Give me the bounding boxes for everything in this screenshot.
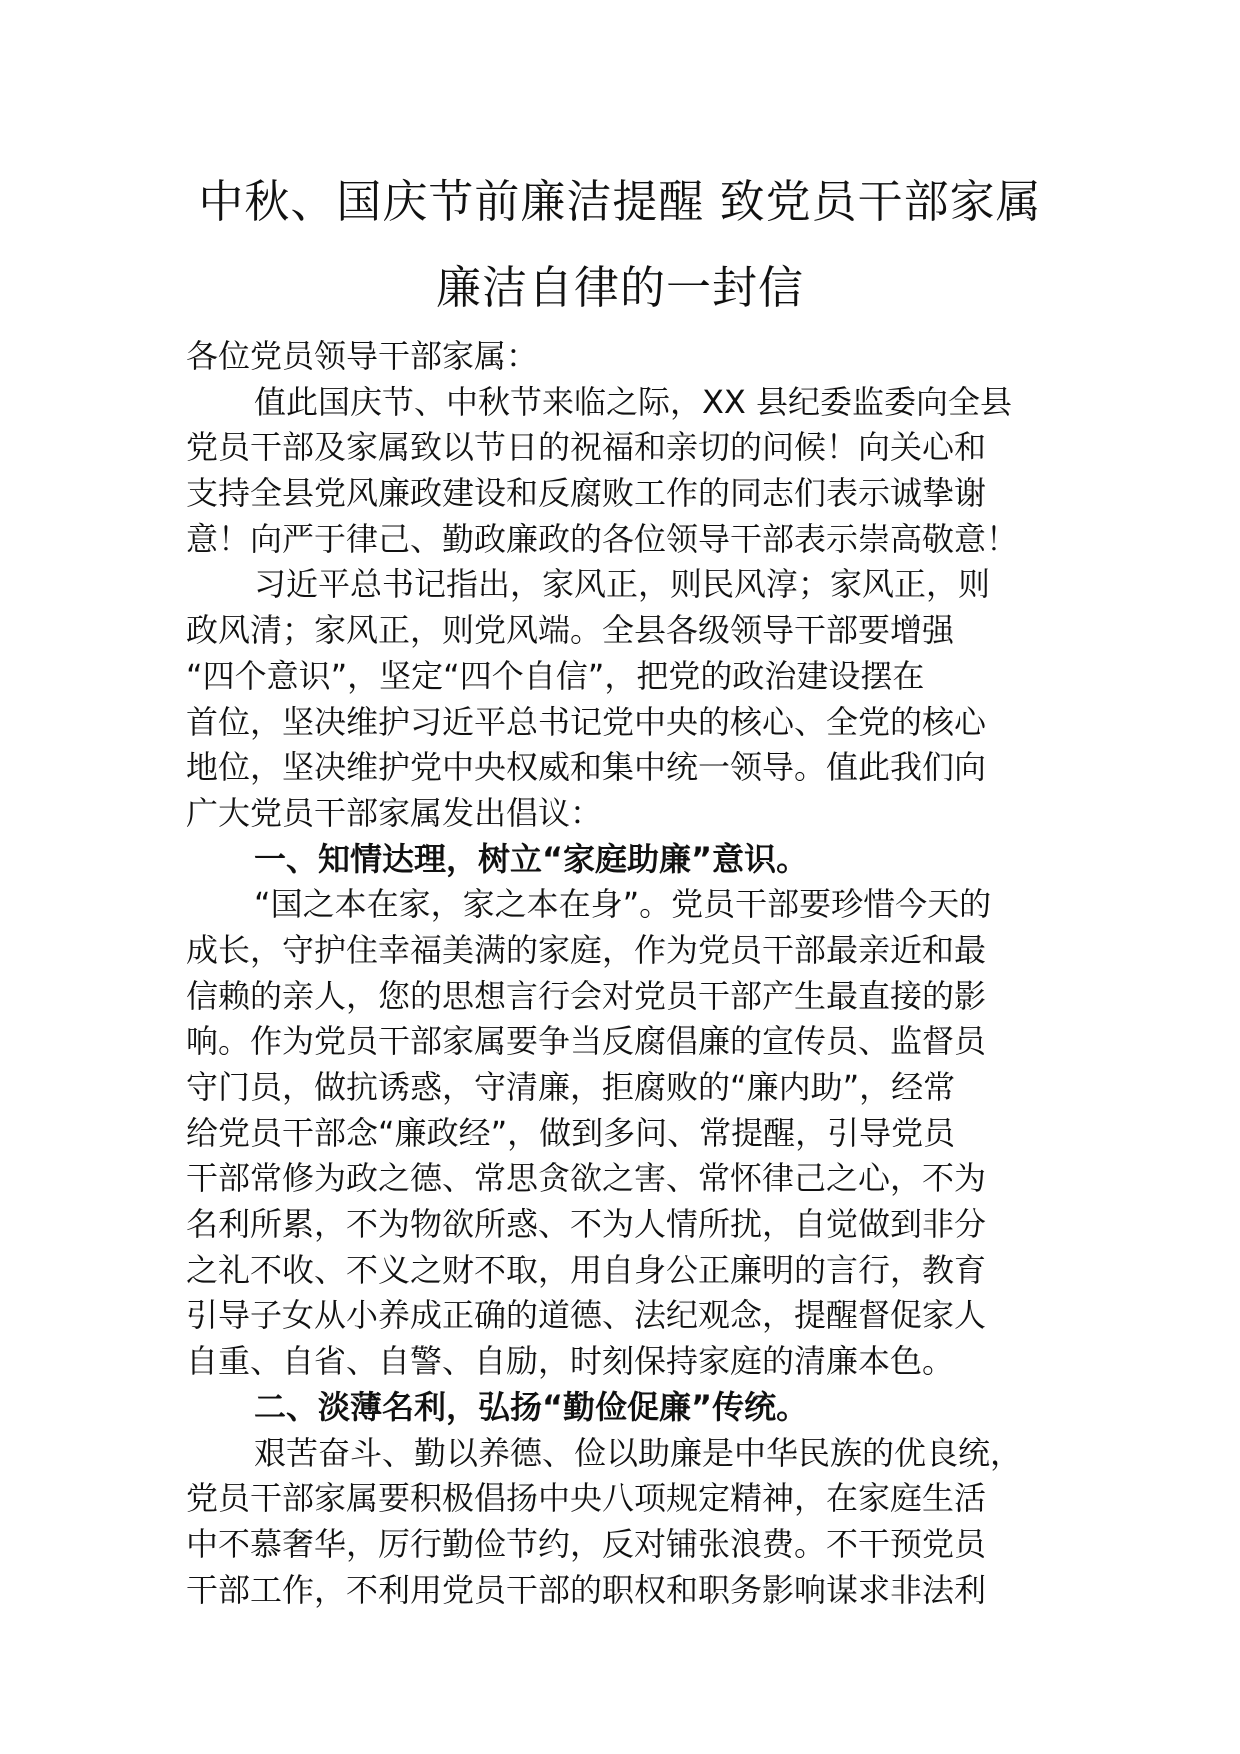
- body-line: 名利所累，不为物欲所惑、不为人情所扰，自觉做到非分: [186, 1205, 987, 1244]
- body-line: 引导子女从小养成正确的道德、法纪观念，提醒督促家人: [186, 1296, 987, 1335]
- body-line: 干部工作，不利用党员干部的职权和职务影响谋求非法利: [186, 1570, 987, 1609]
- body-line: 守门员，做抗诱惑，守清廉，拒腐败的“廉内助”，经常: [186, 1068, 956, 1106]
- body-line: “四个意识”，坚定“四个自信”，把党的政治建设摆在: [186, 656, 925, 695]
- section-heading: 二、淡薄名利，弘扬“勤俭促廉”传统。: [254, 1387, 809, 1426]
- body-line: 地位，坚决维护党中央权威和集中统一领导。值此我们向: [186, 748, 987, 787]
- body-line: 广大党员干部家属发出倡议：: [186, 793, 603, 832]
- body-line: 成长，守护住幸福美满的家庭，作为党员干部最亲近和最: [186, 930, 987, 969]
- body-line: 首位，坚决维护习近平总书记党中央的核心、全党的核心: [186, 702, 987, 741]
- body-line: 意！向严于律己、勤政廉政的各位领导干部表示崇高敬意！: [186, 519, 1019, 558]
- section-heading: 一、知情达理，树立“家庭助廉”意识。: [254, 839, 809, 878]
- body-line: 响。作为党员干部家属要争当反腐倡廉的宣传员、监督员: [186, 1022, 987, 1061]
- body-line: 习近平总书记指出，家风正，则民风淳；家风正，则: [254, 565, 991, 604]
- body-line: 党员干部家属要积极倡扬中央八项规定精神，在家庭生活: [186, 1479, 987, 1518]
- letter-body: [186, 334, 1066, 1613]
- body-line: 中不慕奢华，厉行勤俭节约，反对铺张浪费。不干预党员: [186, 1524, 987, 1563]
- body-line: 值此国庆节、中秋节来临之际，XX 县纪委监委向全县: [254, 382, 1013, 421]
- body-line: 干部常修为政之德、常思贪欲之害、常怀律己之心，不为: [186, 1159, 987, 1198]
- body-line: 自重、自省、自警、自励，时刻保持家庭的清廉本色。: [186, 1342, 955, 1381]
- document-title-line-1: 中秋、国庆节前廉洁提醒 致党员干部家属: [198, 175, 1042, 228]
- body-line: 之礼不收、不义之财不取，用自身公正廉明的言行，教育: [186, 1250, 987, 1289]
- body-line: 艰苦奋斗、勤以养德、俭以助廉是中华民族的优良统，: [254, 1433, 1023, 1472]
- body-line: 给党员干部念“廉政经”，做到多问、常提醒，引导党员: [186, 1113, 956, 1152]
- document-title-line-2: 廉洁自律的一封信: [435, 261, 804, 314]
- body-line: 支持全县党风廉政建设和反腐败工作的同志们表示诚挚谢: [186, 474, 987, 513]
- body-line: 信赖的亲人，您的思想言行会对党员干部产生最直接的影: [186, 976, 987, 1015]
- body-line: 各位党员领导干部家属：: [186, 337, 539, 375]
- body-line: 政风清；家风正，则党风端。全县各级领导干部要增强: [186, 611, 955, 650]
- body-line: 党员干部及家属致以节日的祝福和亲切的问候！向关心和: [186, 428, 987, 467]
- body-line: “国之本在家，家之本在身”。党员干部要珍惜今天的: [254, 885, 992, 924]
